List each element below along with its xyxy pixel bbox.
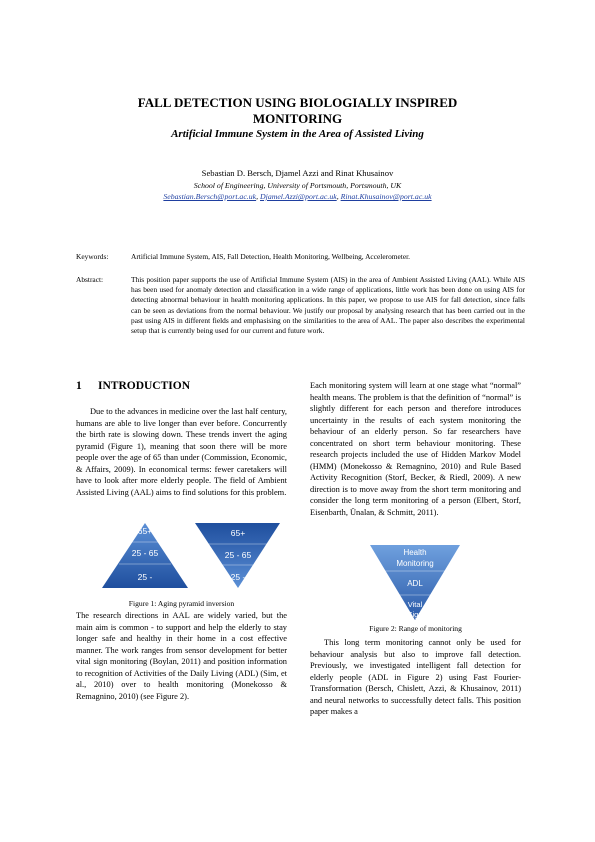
figure-1-caption: Figure 1: Aging pyramid inversion [128, 599, 235, 608]
abstract-label: Abstract: [76, 275, 104, 284]
intro-paragraph-1: Due to the advances in medicine over the last half century, humans are able to live longer than ever before. Concurrently the birth rate is slowing down. These trends invert the aging pyramid (Figure 1), meaning that soon there will be more people over the age of 65 than under (Commission, Economic, & Affairs, 2009). In economical terms: fewer caretakers will have to look after more elderly people. The field of Ambient Assisted Living (AAL) aims to find solutions for this problem. [76, 407, 287, 497]
funnel-label-health-line-1: Health [403, 548, 427, 557]
abstract-text: This position paper supports the use of Artificial Immune System (AIS) in the area of Ambient Assisted Living (AAL). While AIS has been used for anomaly detection and classification in a wide range of applications, little work has been done on using AIS for detecting abnormal behaviour in health monitoring applications. In this paper, we propose to use AIS for fall detection, since falls can be seen as deviations from the normal behaviour. We justify our proposal by analysing research that has been carried out in the past using AIS in different fields and emphasising on the similarities to the area of AAL. The paper also describes the experimental setup that is currently being used for our current and future work. [131, 275, 525, 336]
section-number: 1 [76, 380, 82, 392]
email-link-bersch[interactable]: Sebastian.Bersch@port.ac.uk [163, 192, 257, 201]
affiliation: School of Engineering, University of Portsmouth, Portsmouth, UK [193, 181, 402, 190]
inverted-label-bottom: 25 - [230, 572, 246, 582]
pyramid-label-middle: 25 - 65 [131, 548, 159, 558]
figure-2-caption: Figure 2: Range of monitoring [369, 624, 462, 633]
funnel-label-health-line-2: Monitoring [396, 559, 434, 568]
intro-paragraph-4: This long term monitoring cannot only be used for behaviour analysis but also to improve fall detection. Previously, we investigated intelligent fall detection for elderly people (ADL in Figure 2) using Fast Fourier-Transformation (Bersch, Chislett, Azzi, & Khusainov, 2011) and neural networks to successfully detect falls. This position paper makes a [310, 638, 521, 716]
title-line-2: MONITORING [252, 111, 343, 126]
pyramid-label-bottom: 25 - [137, 572, 153, 582]
intro-paragraph-2: The research directions in AAL are widely varied, but the main aim is common - to support and help the elderly to stay longer safe and healthy in their home in a cost effective manner. The work ranges from sensor development for better vital sign monitoring (Boylan, 2011) and position information to recognition of Activities of the Daily Living (ADL) (Sim, et al., 2010) over to health monitoring (Monekosso & Remagnino, 2010) (see Figure 2). [76, 611, 287, 701]
title-line-1: FALL DETECTION USING BIOLOGIALLY INSPIRED [137, 95, 458, 110]
funnel-label-adl: ADL [407, 579, 423, 588]
email-separator: , [256, 192, 261, 201]
inverted-label-top: 65+ [230, 528, 246, 538]
figure-1-aging-pyramids [100, 520, 285, 592]
right-column-top [310, 380, 521, 518]
right-column-bottom [310, 637, 521, 718]
left-column-bottom [76, 610, 287, 702]
email-link-azzi[interactable]: Djamel.Azzi@port.ac.uk [260, 192, 337, 201]
section-heading [76, 380, 190, 392]
authors: Sebastian D. Bersch, Djamel Azzi and Rinat Khusainov [201, 168, 394, 178]
paper-title [60, 95, 535, 127]
email-link-khusainov[interactable]: Rinat.Khusainov@port.ac.uk [340, 192, 432, 201]
left-column-top [76, 406, 287, 498]
figure-2-monitoring-funnel [369, 543, 461, 621]
paper-subtitle: Artificial Immune System in the Area of Assisted Living [171, 128, 424, 140]
email-separator: , [336, 192, 341, 201]
keywords-label: Keywords: [76, 252, 109, 261]
keywords-text: Artificial Immune System, AIS, Fall Detection, Health Monitoring, Wellbeing, Accelerometer. [131, 252, 411, 261]
funnel-label-vital-line-1: Vital [407, 600, 423, 609]
inverted-label-middle: 25 - 65 [224, 550, 252, 560]
emails [60, 192, 535, 201]
intro-paragraph-3: Each monitoring system will learn at one stage what “normal” health means. The problem is that the definition of “normal” is slightly different for each person and therefore introduces uncertainty in the results of each system monitoring the behaviour of an elderly person. So far researchers have concentrated on short term behaviour monitoring. These research projects included the use of Hidden Markov Model (HMM) (Monekosso & Remagnino, 2010) and Rule Based Activity Recognition (Storf, Becker, & Riedl, 2009). A new direction is to move away from the short term monitoring and consider the long term monitoring of a person (Elbert, Storf, Eisenbarth, Ünalan, & Schmitt, 2011). [310, 381, 521, 517]
section-title: INTRODUCTION [98, 380, 191, 392]
funnel-label-vital-line-2: Sign [407, 610, 423, 619]
pyramid-label-top: 65+ [137, 526, 153, 536]
